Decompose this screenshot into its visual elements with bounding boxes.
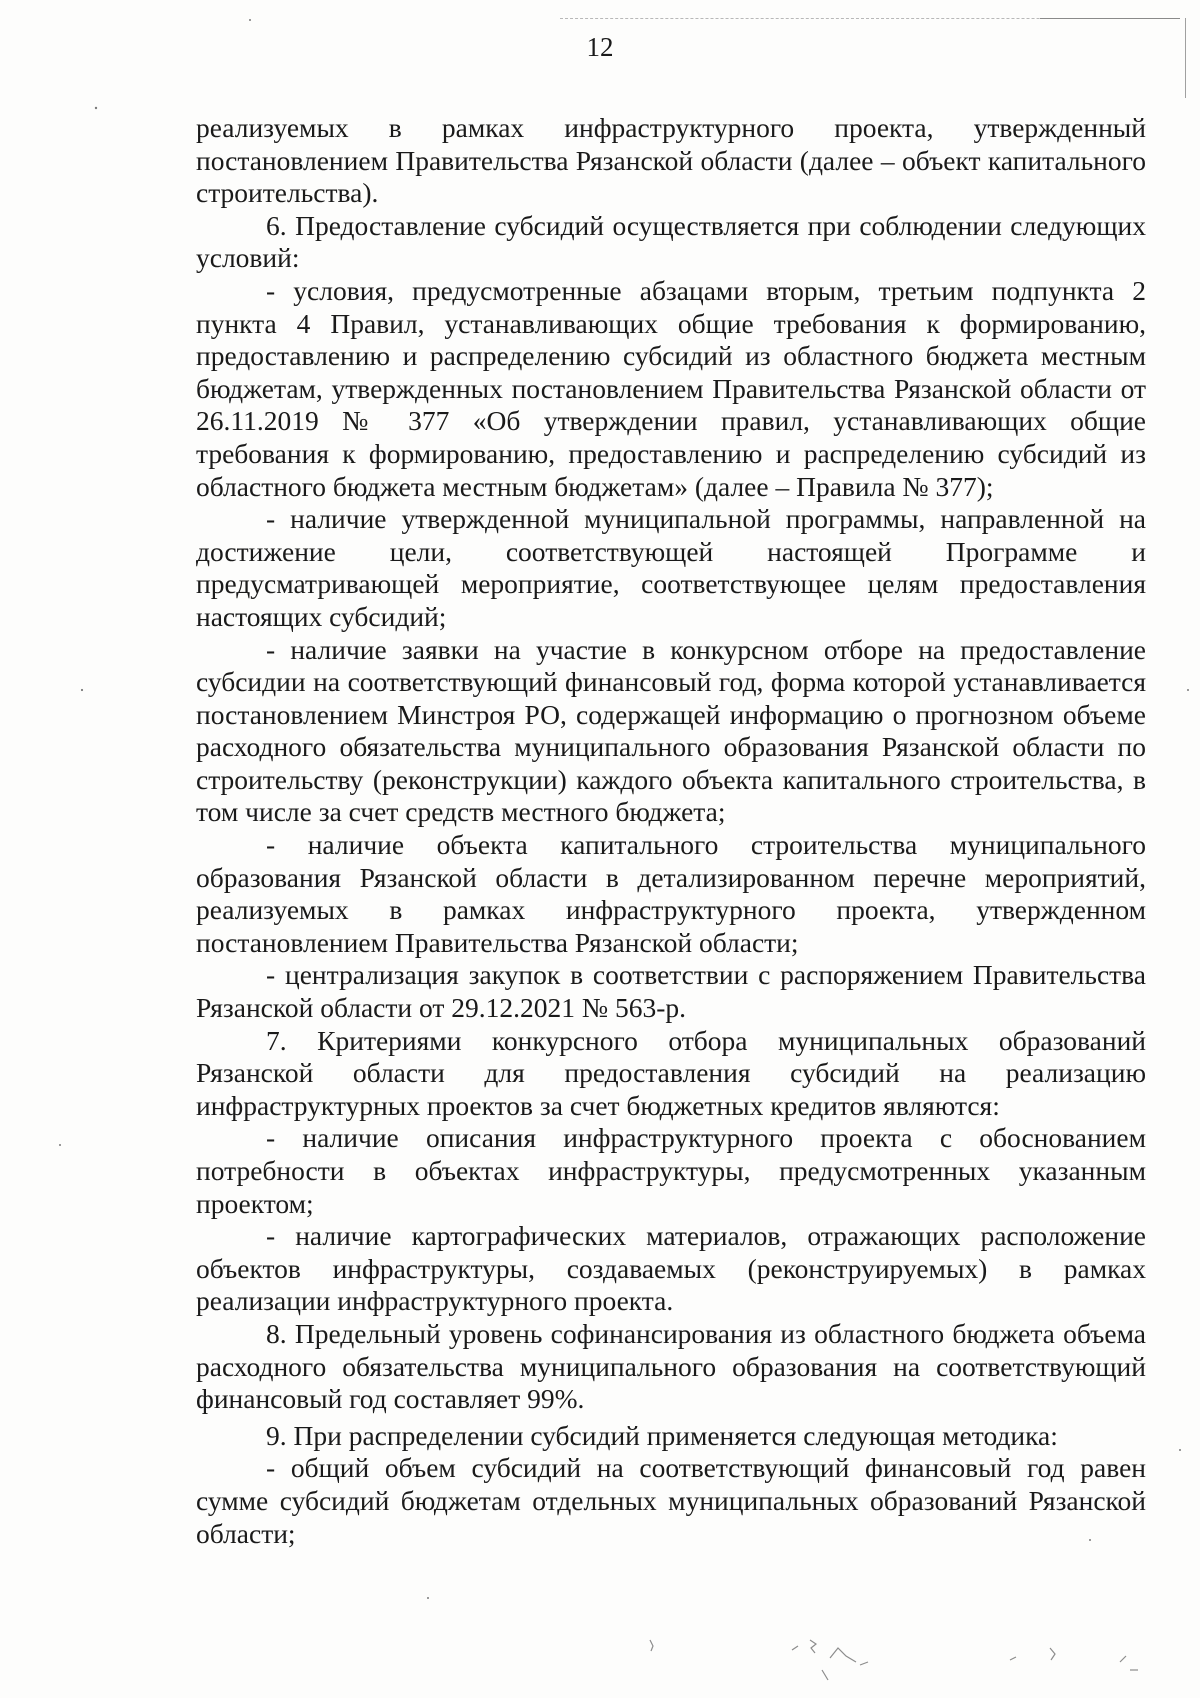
paragraph-method: - общий объем субсидий на соответствующий финансовый год равен сумме субсидий бюджетам отдельных муниципальных образований Рязанской области; — [196, 1452, 1146, 1549]
paragraph-item-6: 6. Предоставление субсидий осуществляется при соблюдении следующих условий: — [196, 209, 1146, 274]
paragraph-continuation: реализуемых в рамках инфраструктурного проекта, утвержденный постановлением Правительства Рязанской области (далее – объект капитального строительства). — [196, 112, 1146, 209]
page-number: 12 — [586, 32, 614, 62]
document-body — [196, 112, 1146, 1550]
paragraph-criterion: - наличие описания инфраструктурного проекта с обоснованием потребности в объектах инфраструктуры, предусмотренных указанным проектом; — [196, 1122, 1146, 1219]
paragraph-criterion: - наличие картографических материалов, отражающих расположение объектов инфраструктуры, создаваемых (реконструируемых) в рамках реализации инфраструктурного проекта. — [196, 1220, 1146, 1317]
paragraph-item-7: 7. Критериями конкурсного отбора муниципальных образований Рязанской области для предоставления субсидий на реализацию инфраструктурных проектов за счет бюджетных кредитов являются: — [196, 1024, 1146, 1121]
paragraph-condition: - наличие объекта капитального строительства муниципального образования Рязанской области в детализированном перечне мероприятий, реализуемых в рамках инфраструктурного проекта, утвержденном постановлением Правительства Рязанской области; — [196, 829, 1146, 958]
paragraph-condition: - условия, предусмотренные абзацами вторым, третьим подпункта 2 пункта 4 Правил, устанавливающих общие требования к формированию, предоставлению и распределению субсидий из областного бюджета местным бюджетам, утвержденных постановлением Правительства Рязанской области от 26.11.2019 № 377 «Об утверждении правил, устанавливающих общие требования к формированию, предоставлению и распределению субсидий из областного бюджета местным бюджетам» (далее – Правила № 377); — [196, 274, 1146, 502]
scan-edge-line — [1040, 18, 1180, 19]
paragraph-item-9: 9. При распределении субсидий применяется следующая методика: — [266, 1419, 1058, 1451]
paragraph-condition: - наличие заявки на участие в конкурсном отборе на предоставление субсидии на соответствующий финансовый год, форма которой устанавливается постановлением Минстроя РО, содержащей информацию о прогнозном объеме расходного обязательства муниципального образования Рязанской области по строительству (реконструкции) каждого объекта капитального строительства, в том числе за счет средств местного бюджета; — [196, 633, 1146, 828]
paragraph-item-8: 8. Предельный уровень софинансирования из областного бюджета объема расходного обязательства муниципального образования на соответствующий финансовый год составляет 99%. — [196, 1317, 1146, 1415]
paragraph-condition: - наличие утвержденной муниципальной программы, направленной на достижение цели, соответствующей настоящей Программе и предусматривающей мероприятие, соответствующее целям предоставления настоящих субсидий; — [196, 503, 1146, 632]
paragraph-condition: - централизация закупок в соответствии с распоряжением Правительства Рязанской области от 29.12.2021 № 563-р. — [196, 959, 1146, 1024]
